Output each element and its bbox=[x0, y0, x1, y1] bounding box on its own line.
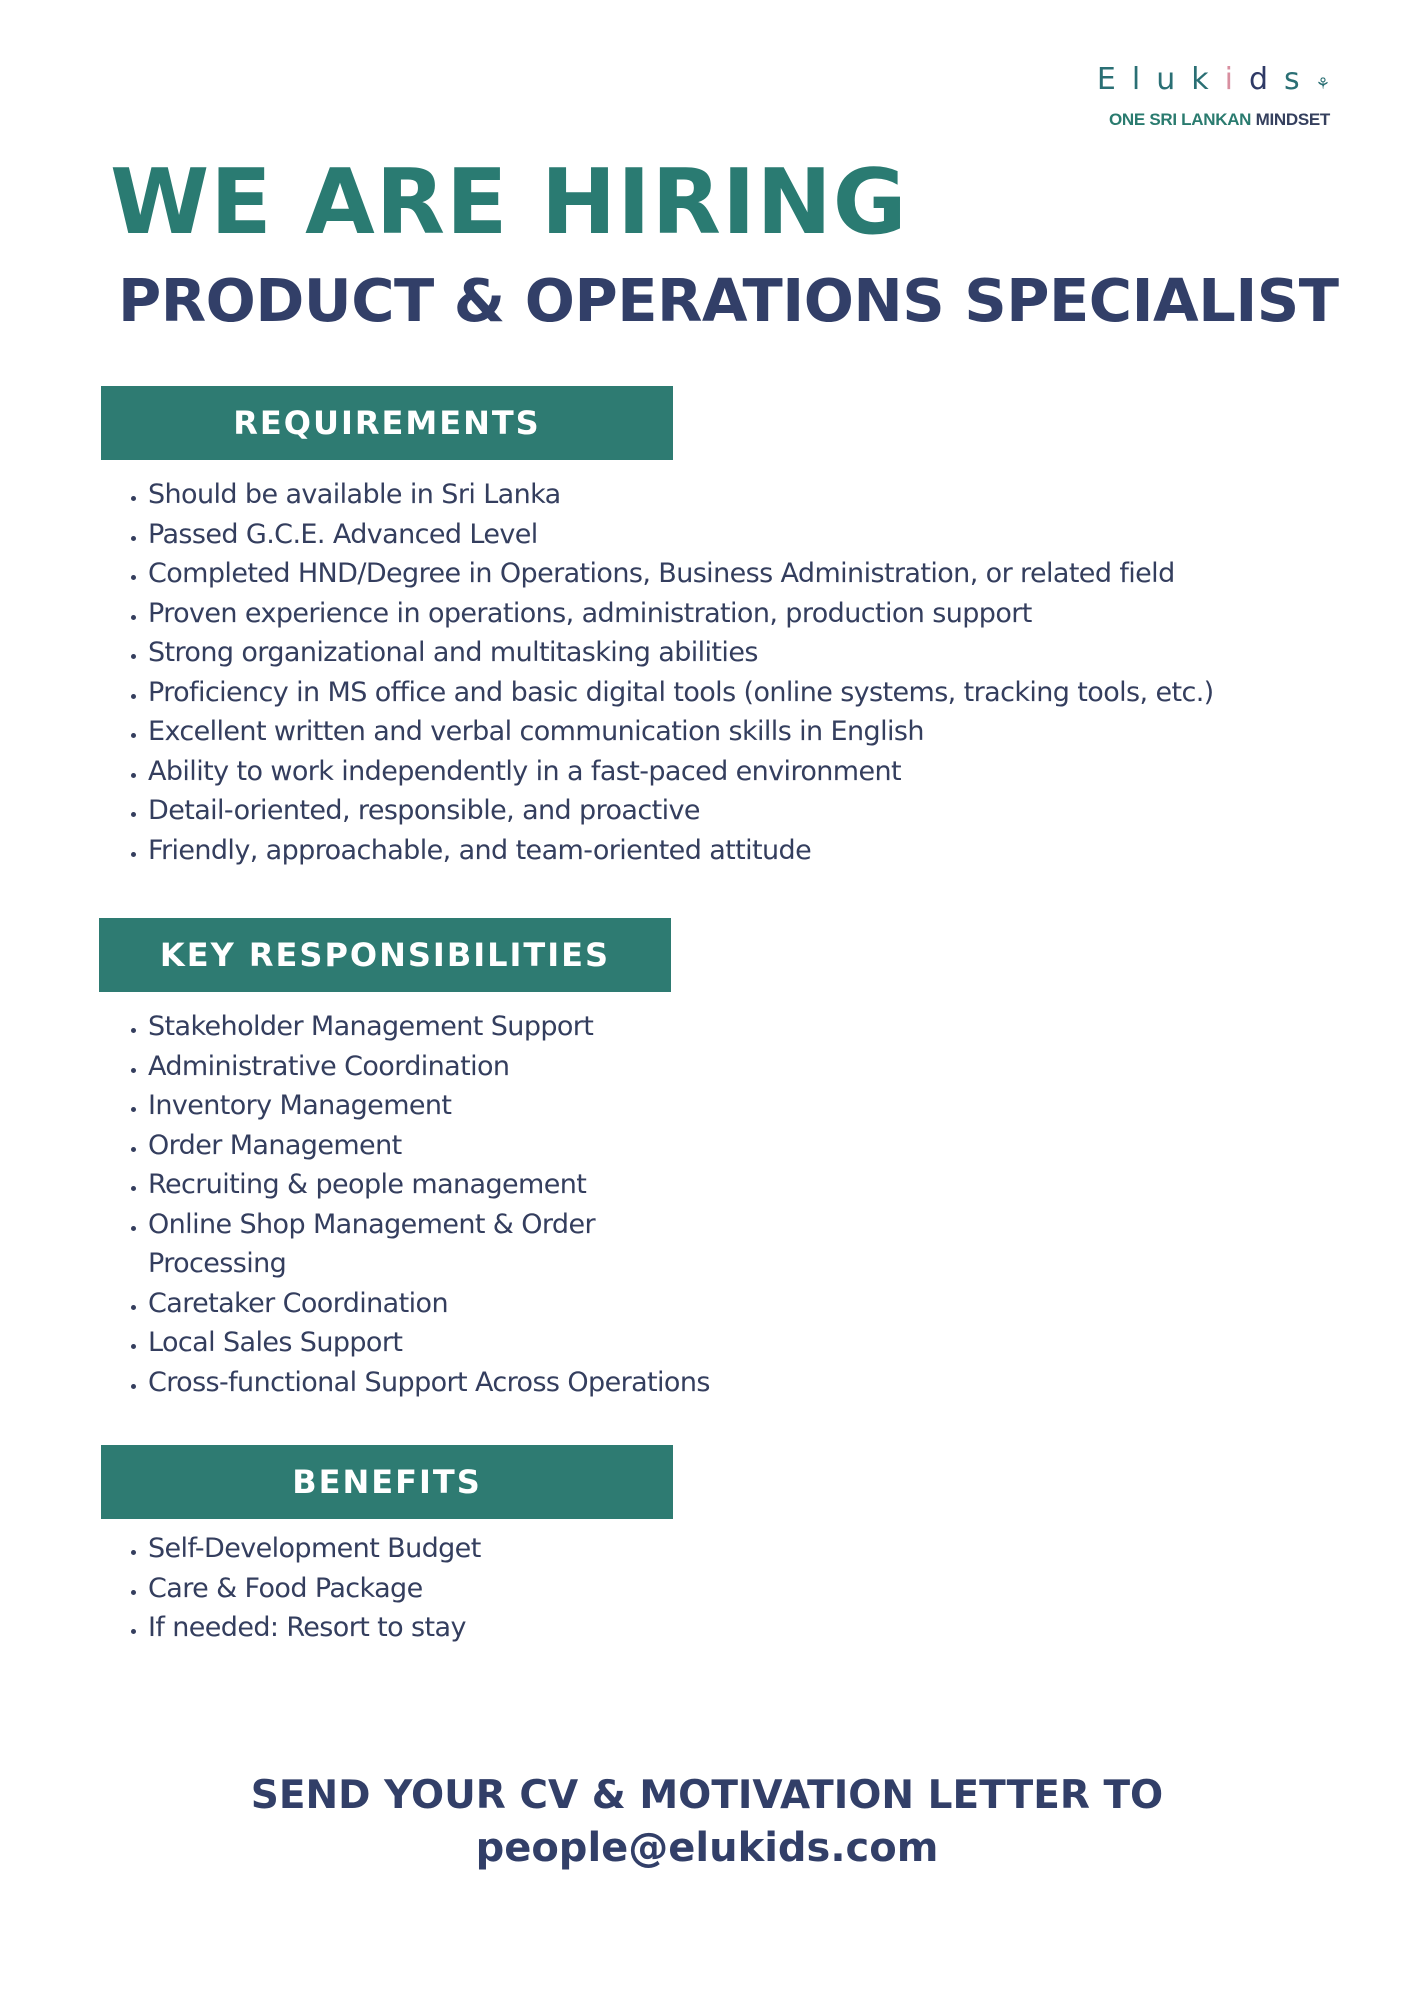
list-item: • Proven experience in operations, administration, production support bbox=[148, 594, 1248, 634]
tagline-part1: ONE SRI LANKAN bbox=[1108, 110, 1252, 129]
list-item: • Completed HND/Degree in Operations, Business Administration, or related field bbox=[148, 554, 1248, 594]
cta-text: SEND YOUR CV & MOTIVATION LETTER TO bbox=[250, 1773, 1164, 1818]
list-item: • Caretaker Coordination bbox=[148, 1284, 718, 1324]
list-item: • Proficiency in MS office and basic digital tools (online systems, tracking tools, etc.) bbox=[148, 673, 1248, 713]
requirements-heading: REQUIREMENTS bbox=[101, 386, 673, 460]
tagline-part2: MINDSET bbox=[1255, 110, 1330, 129]
list-item: • Local Sales Support bbox=[148, 1323, 718, 1363]
list-item: • Care & Food Package bbox=[148, 1569, 718, 1609]
logo-tagline bbox=[1097, 108, 1330, 132]
list-item: • Self-Development Budget bbox=[148, 1529, 718, 1569]
list-item: • Friendly, approachable, and team-oriented attitude bbox=[148, 831, 1248, 871]
list-item: • Excellent written and verbal communication skills in English bbox=[148, 712, 1248, 752]
list-item: • Inventory Management bbox=[148, 1086, 718, 1126]
list-item: • Should be available in Sri Lanka bbox=[148, 475, 1248, 515]
contact-email-link[interactable]: people@elukids.com bbox=[475, 1825, 939, 1871]
list-item: • Ability to work independently in a fast-paced environment bbox=[148, 752, 1248, 792]
list-item: • Administrative Coordination bbox=[148, 1047, 718, 1087]
position-title: PRODUCT & OPERATIONS SPECIALIST bbox=[118, 266, 1339, 335]
benefits-heading: BENEFITS bbox=[101, 1445, 673, 1519]
list-item: • Recruiting & people management bbox=[148, 1165, 718, 1205]
list-item: • Cross-functional Support Across Operations bbox=[148, 1363, 718, 1403]
list-item: • If needed: Resort to stay bbox=[148, 1608, 718, 1648]
benefits-list bbox=[118, 1529, 718, 1648]
list-item: • Strong organizational and multitasking abilities bbox=[148, 633, 1248, 673]
company-logo bbox=[1097, 62, 1330, 132]
list-item: • Stakeholder Management Support bbox=[148, 1007, 718, 1047]
list-item: • Online Shop Management & Order Processing bbox=[148, 1205, 718, 1284]
headline: WE ARE HIRING bbox=[110, 150, 908, 255]
responsibilities-heading: KEY RESPONSIBILITIES bbox=[99, 918, 671, 992]
logo-wordmark: Elukids⚘ bbox=[1096, 62, 1330, 97]
list-item: • Passed G.C.E. Advanced Level bbox=[148, 515, 1248, 555]
list-item: • Detail-oriented, responsible, and proactive bbox=[148, 791, 1248, 831]
responsibilities-list bbox=[118, 1007, 718, 1402]
list-item: • Order Management bbox=[148, 1126, 718, 1166]
call-to-action bbox=[0, 1770, 1414, 1874]
requirements-list bbox=[118, 475, 1248, 870]
